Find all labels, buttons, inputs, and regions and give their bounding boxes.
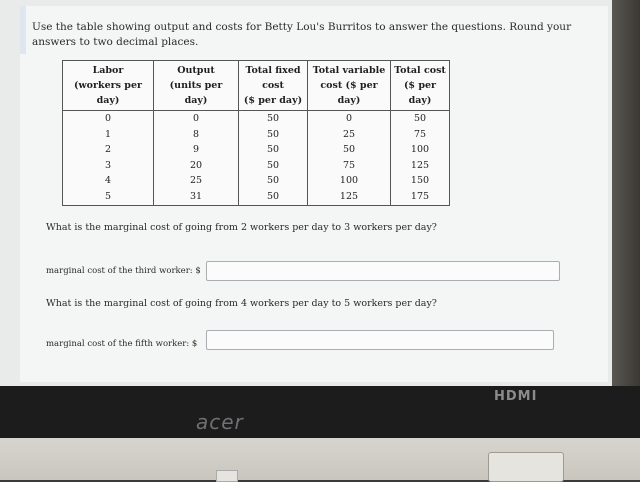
- cell-output: 25: [154, 173, 239, 189]
- cell-variable: 125: [308, 189, 391, 205]
- brand-logo: acer: [196, 410, 244, 434]
- table-row: [63, 127, 450, 143]
- cell-total: 125: [391, 158, 450, 174]
- table-row: [63, 111, 450, 127]
- marginal-cost-third-worker-input[interactable]: [206, 261, 560, 281]
- header-total-fixed-cost: Total fixed cost ($ per day): [239, 61, 308, 111]
- cost-table: [62, 60, 450, 206]
- cell-labor: 1: [63, 127, 154, 143]
- table-header-row: [63, 61, 450, 111]
- table-row: [63, 158, 450, 174]
- answer-1-label: marginal cost of the third worker: $: [46, 266, 201, 276]
- answer-2-label: marginal cost of the fifth worker: $: [46, 339, 198, 349]
- hinge-clip: [488, 452, 564, 482]
- cell-labor: 4: [63, 173, 154, 189]
- cell-labor: 5: [63, 189, 154, 205]
- cell-total: 100: [391, 142, 450, 158]
- header-output: Output (units per day): [154, 61, 239, 111]
- screen-bottom-bezel: [0, 386, 640, 438]
- header-labor: Labor (workers per day): [63, 61, 154, 111]
- cell-total: 50: [391, 111, 450, 127]
- header-total-variable-cost: Total variable cost ($ per day): [308, 61, 391, 111]
- question-2-text: What is the marginal cost of going from 4 workers per day to 5 workers per day?: [46, 298, 437, 309]
- cell-fixed: 50: [239, 127, 308, 143]
- cell-variable: 100: [308, 173, 391, 189]
- table-row: [63, 189, 450, 205]
- marginal-cost-fifth-worker-input[interactable]: [206, 330, 554, 350]
- cell-variable: 25: [308, 127, 391, 143]
- cell-output: 20: [154, 158, 239, 174]
- cell-variable: 50: [308, 142, 391, 158]
- cell-output: 31: [154, 189, 239, 205]
- cell-variable: 0: [308, 111, 391, 127]
- cell-labor: 0: [63, 111, 154, 127]
- cell-output: 0: [154, 111, 239, 127]
- table-row: [63, 142, 450, 158]
- cell-fixed: 50: [239, 173, 308, 189]
- cell-variable: 75: [308, 158, 391, 174]
- cell-total: 175: [391, 189, 450, 205]
- cell-total: 150: [391, 173, 450, 189]
- hdmi-label: HDMI: [494, 389, 538, 404]
- cell-output: 8: [154, 127, 239, 143]
- page-accent-bar: [20, 6, 26, 54]
- cell-fixed: 50: [239, 158, 308, 174]
- cell-fixed: 50: [239, 111, 308, 127]
- question-1-text: What is the marginal cost of going from 2 workers per day to 3 workers per day?: [46, 222, 437, 233]
- cell-fixed: 50: [239, 189, 308, 205]
- cell-labor: 2: [63, 142, 154, 158]
- cell-total: 75: [391, 127, 450, 143]
- question-page: [20, 6, 608, 382]
- intro-text: Use the table showing output and costs for Betty Lou's Burritos to answer the questions. Round your answers to two decimal places.: [32, 21, 572, 48]
- hinge-small: [216, 470, 238, 482]
- header-total-cost: Total cost ($ per day): [391, 61, 450, 111]
- cell-labor: 3: [63, 158, 154, 174]
- table-row: [63, 173, 450, 189]
- screen-right-bezel: [612, 0, 640, 400]
- cell-fixed: 50: [239, 142, 308, 158]
- cell-output: 9: [154, 142, 239, 158]
